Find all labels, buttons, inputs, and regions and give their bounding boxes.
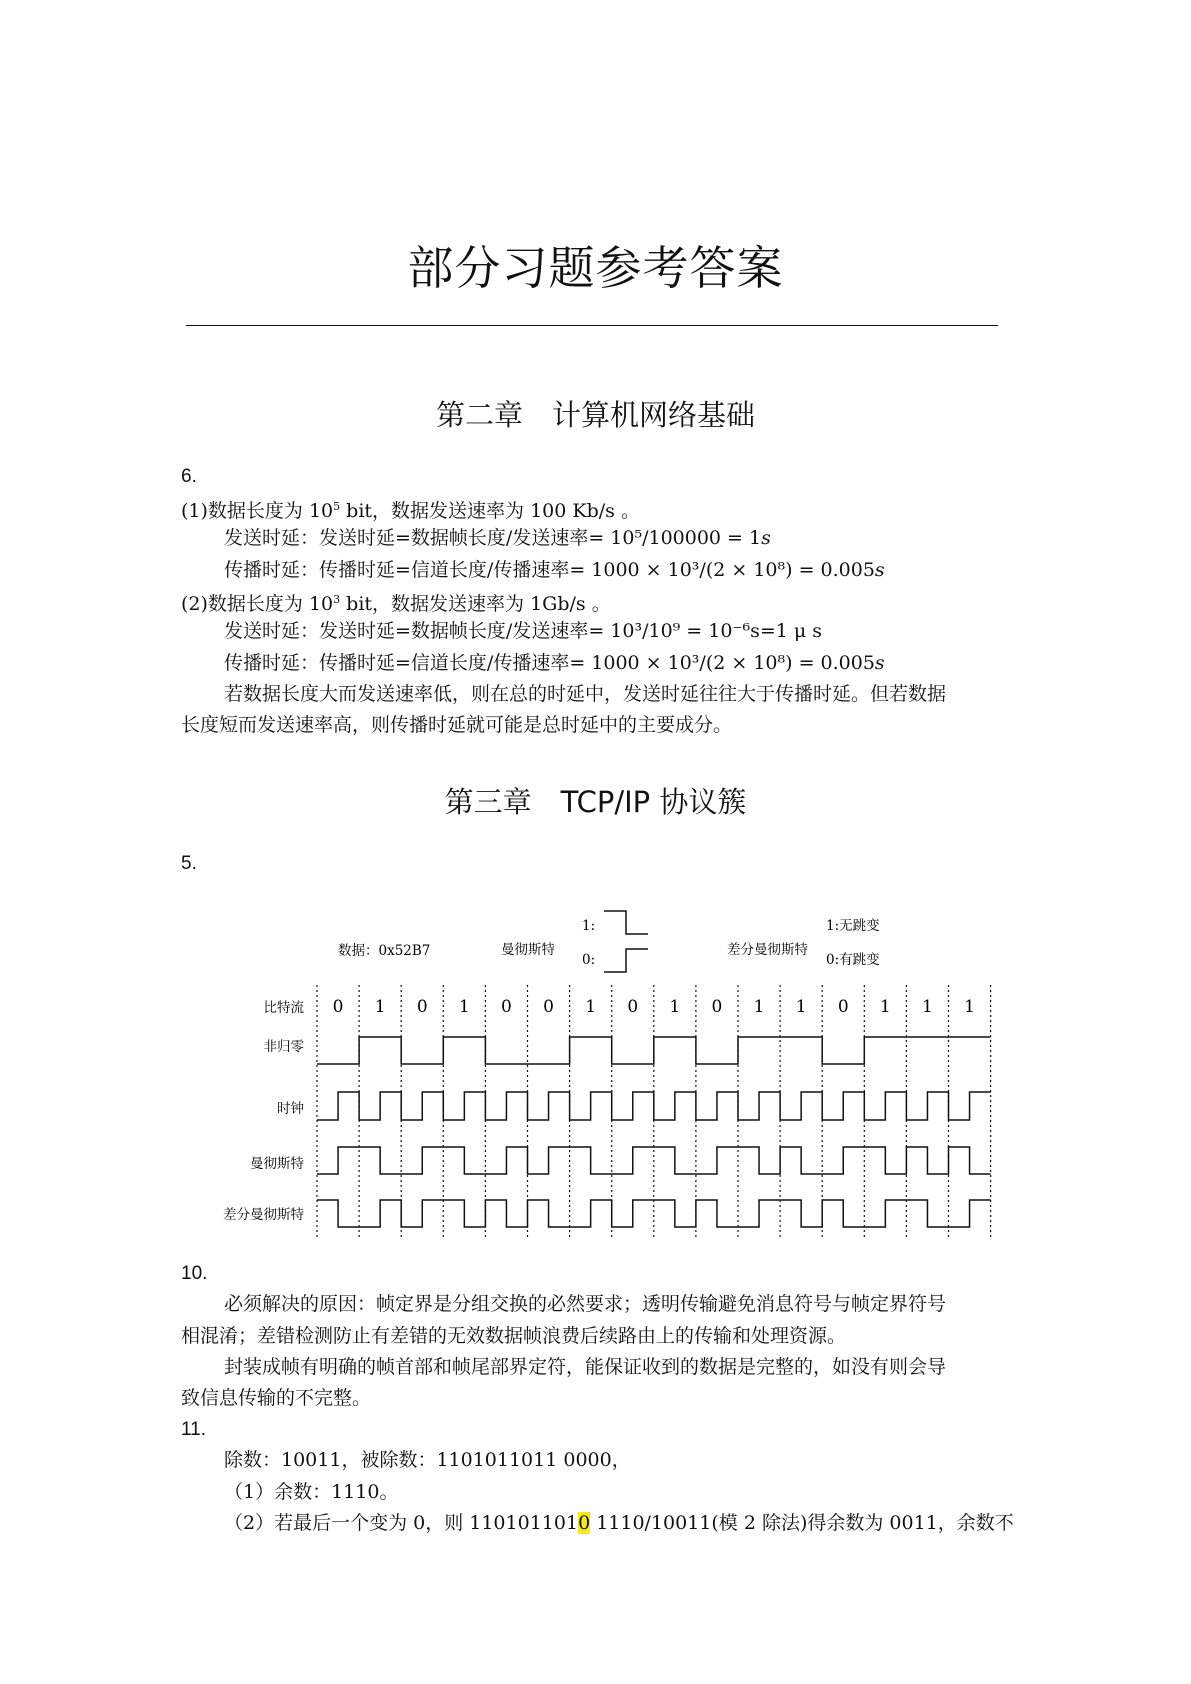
chapter3-heading: 第三章 TCP/IP 协议簇: [444, 785, 747, 819]
diff-legend-0: 0:有跳变: [826, 952, 880, 968]
highlighted-bit: 0: [578, 1512, 591, 1534]
bit-value-6: 1: [585, 997, 597, 1017]
encoding-diagram: [0, 895, 1191, 1245]
bit-value-14: 1: [922, 997, 933, 1017]
manchester-legend-0-wave: [604, 949, 648, 972]
bit-value-9: 0: [711, 997, 723, 1017]
q10-number: 10.: [181, 1263, 208, 1284]
bit-value-8: 1: [669, 997, 681, 1017]
bit-value-15: 1: [964, 997, 975, 1017]
bit-value-3: 1: [458, 997, 470, 1017]
q6-conclusion-2: 长度短而发送速率高，则传播时延就可能是总时延中的主要成分。: [181, 714, 733, 736]
manchester-legend-1: 1:: [582, 918, 596, 934]
diff-manchester-legend-label: 差分曼彻斯特: [727, 942, 808, 958]
q11-line-2: （1）余数：1110。: [224, 1481, 399, 1503]
manchester-legend-label: 曼彻斯特: [501, 942, 555, 958]
q10-line-3: 封装成帧有明确的帧首部和帧尾部界定符，能保证收到的数据是完整的，如没有则会导: [224, 1356, 947, 1378]
bit-value-5: 0: [543, 997, 554, 1017]
title-rule: [186, 325, 998, 326]
bit-value-10: 1: [753, 997, 765, 1017]
q6-part2: (2)数据长度为 $10^3$ bit，数据发送速率为 1Gb/s 。: [181, 593, 611, 615]
q11-line-1: 除数：10011，被除数：1101011011 0000，: [224, 1449, 631, 1471]
chapter2-heading: 第二章 计算机网络基础: [435, 398, 755, 432]
bit-value-11: 1: [795, 997, 807, 1017]
bit-value-12: 0: [837, 997, 849, 1017]
bit-value-13: 1: [879, 997, 891, 1017]
q6-number: 6.: [181, 466, 197, 487]
manchester-legend-0: 0:: [582, 952, 596, 968]
row-label-nrz: 非归零: [263, 1039, 304, 1055]
bit-value-0: 0: [332, 997, 344, 1017]
q11-number: 11.: [181, 1419, 207, 1440]
manchester-legend-1-wave: [604, 911, 648, 934]
bit-value-2: 0: [416, 997, 428, 1017]
data-label: 数据：0x52B7: [338, 943, 431, 959]
row-label-manchester: 曼彻斯特: [250, 1156, 304, 1172]
q6-part1-tx: 发送时延：发送时延=数据帧长度/发送速率= 10⁵/100000 = 1𝑠: [224, 527, 771, 549]
bit-value-7: 0: [627, 997, 639, 1017]
diff-manchester-waveform: [317, 1200, 991, 1227]
bit-value-4: 0: [501, 997, 512, 1017]
q10-line-2: 相混淆；差错检测防止有差错的无效数据帧浪费后续路由上的传输和处理资源。: [181, 1325, 847, 1347]
q6-part2-prop: 传播时延：传播时延=信道长度/传播速率= 1000 × 10³/(2 × 10⁸) = 0.005𝑠: [224, 652, 885, 674]
row-label-diff-manchester: 差分曼彻斯特: [223, 1207, 304, 1223]
q10-line-1: 必须解决的原因：帧定界是分组交换的必然要求；透明传输避免消息符号与帧定界符号: [224, 1293, 947, 1315]
q5-number: 5.: [181, 853, 197, 874]
q11-line-3: （2）若最后一个变为 0，则 1101011010 1110/10011(模 2 除法)得余数为 0011，余数不: [224, 1512, 1014, 1534]
q10-line-4: 致信息传输的不完整。: [181, 1387, 372, 1409]
q6-part1: (1)数据长度为 $10^5$ bit，数据发送速率为 100 Kb/s 。: [181, 500, 640, 522]
row-label-clock: 时钟: [277, 1101, 304, 1117]
bit-value-1: 1: [374, 997, 386, 1017]
q6-part1-prop: 传播时延：传播时延=信道长度/传播速率= 1000 × 10³/(2 × 10⁸) = 0.005𝑠: [224, 559, 885, 581]
page-title: 部分习题参考答案: [407, 241, 784, 295]
q6-conclusion-1: 若数据长度大而发送速率低，则在总的时延中，发送时延往往大于传播时延。但若数据: [224, 683, 947, 705]
q6-part2-tx: 发送时延：发送时延=数据帧长度/发送速率= 10³/10⁹ = 10⁻⁶s=1 μ s: [224, 620, 823, 642]
clock-waveform: [317, 1092, 991, 1120]
diff-legend-1: 1:无跳变: [826, 918, 880, 934]
row-label-bitstream: 比特流: [263, 1000, 304, 1016]
nrz-waveform: [317, 1037, 991, 1064]
